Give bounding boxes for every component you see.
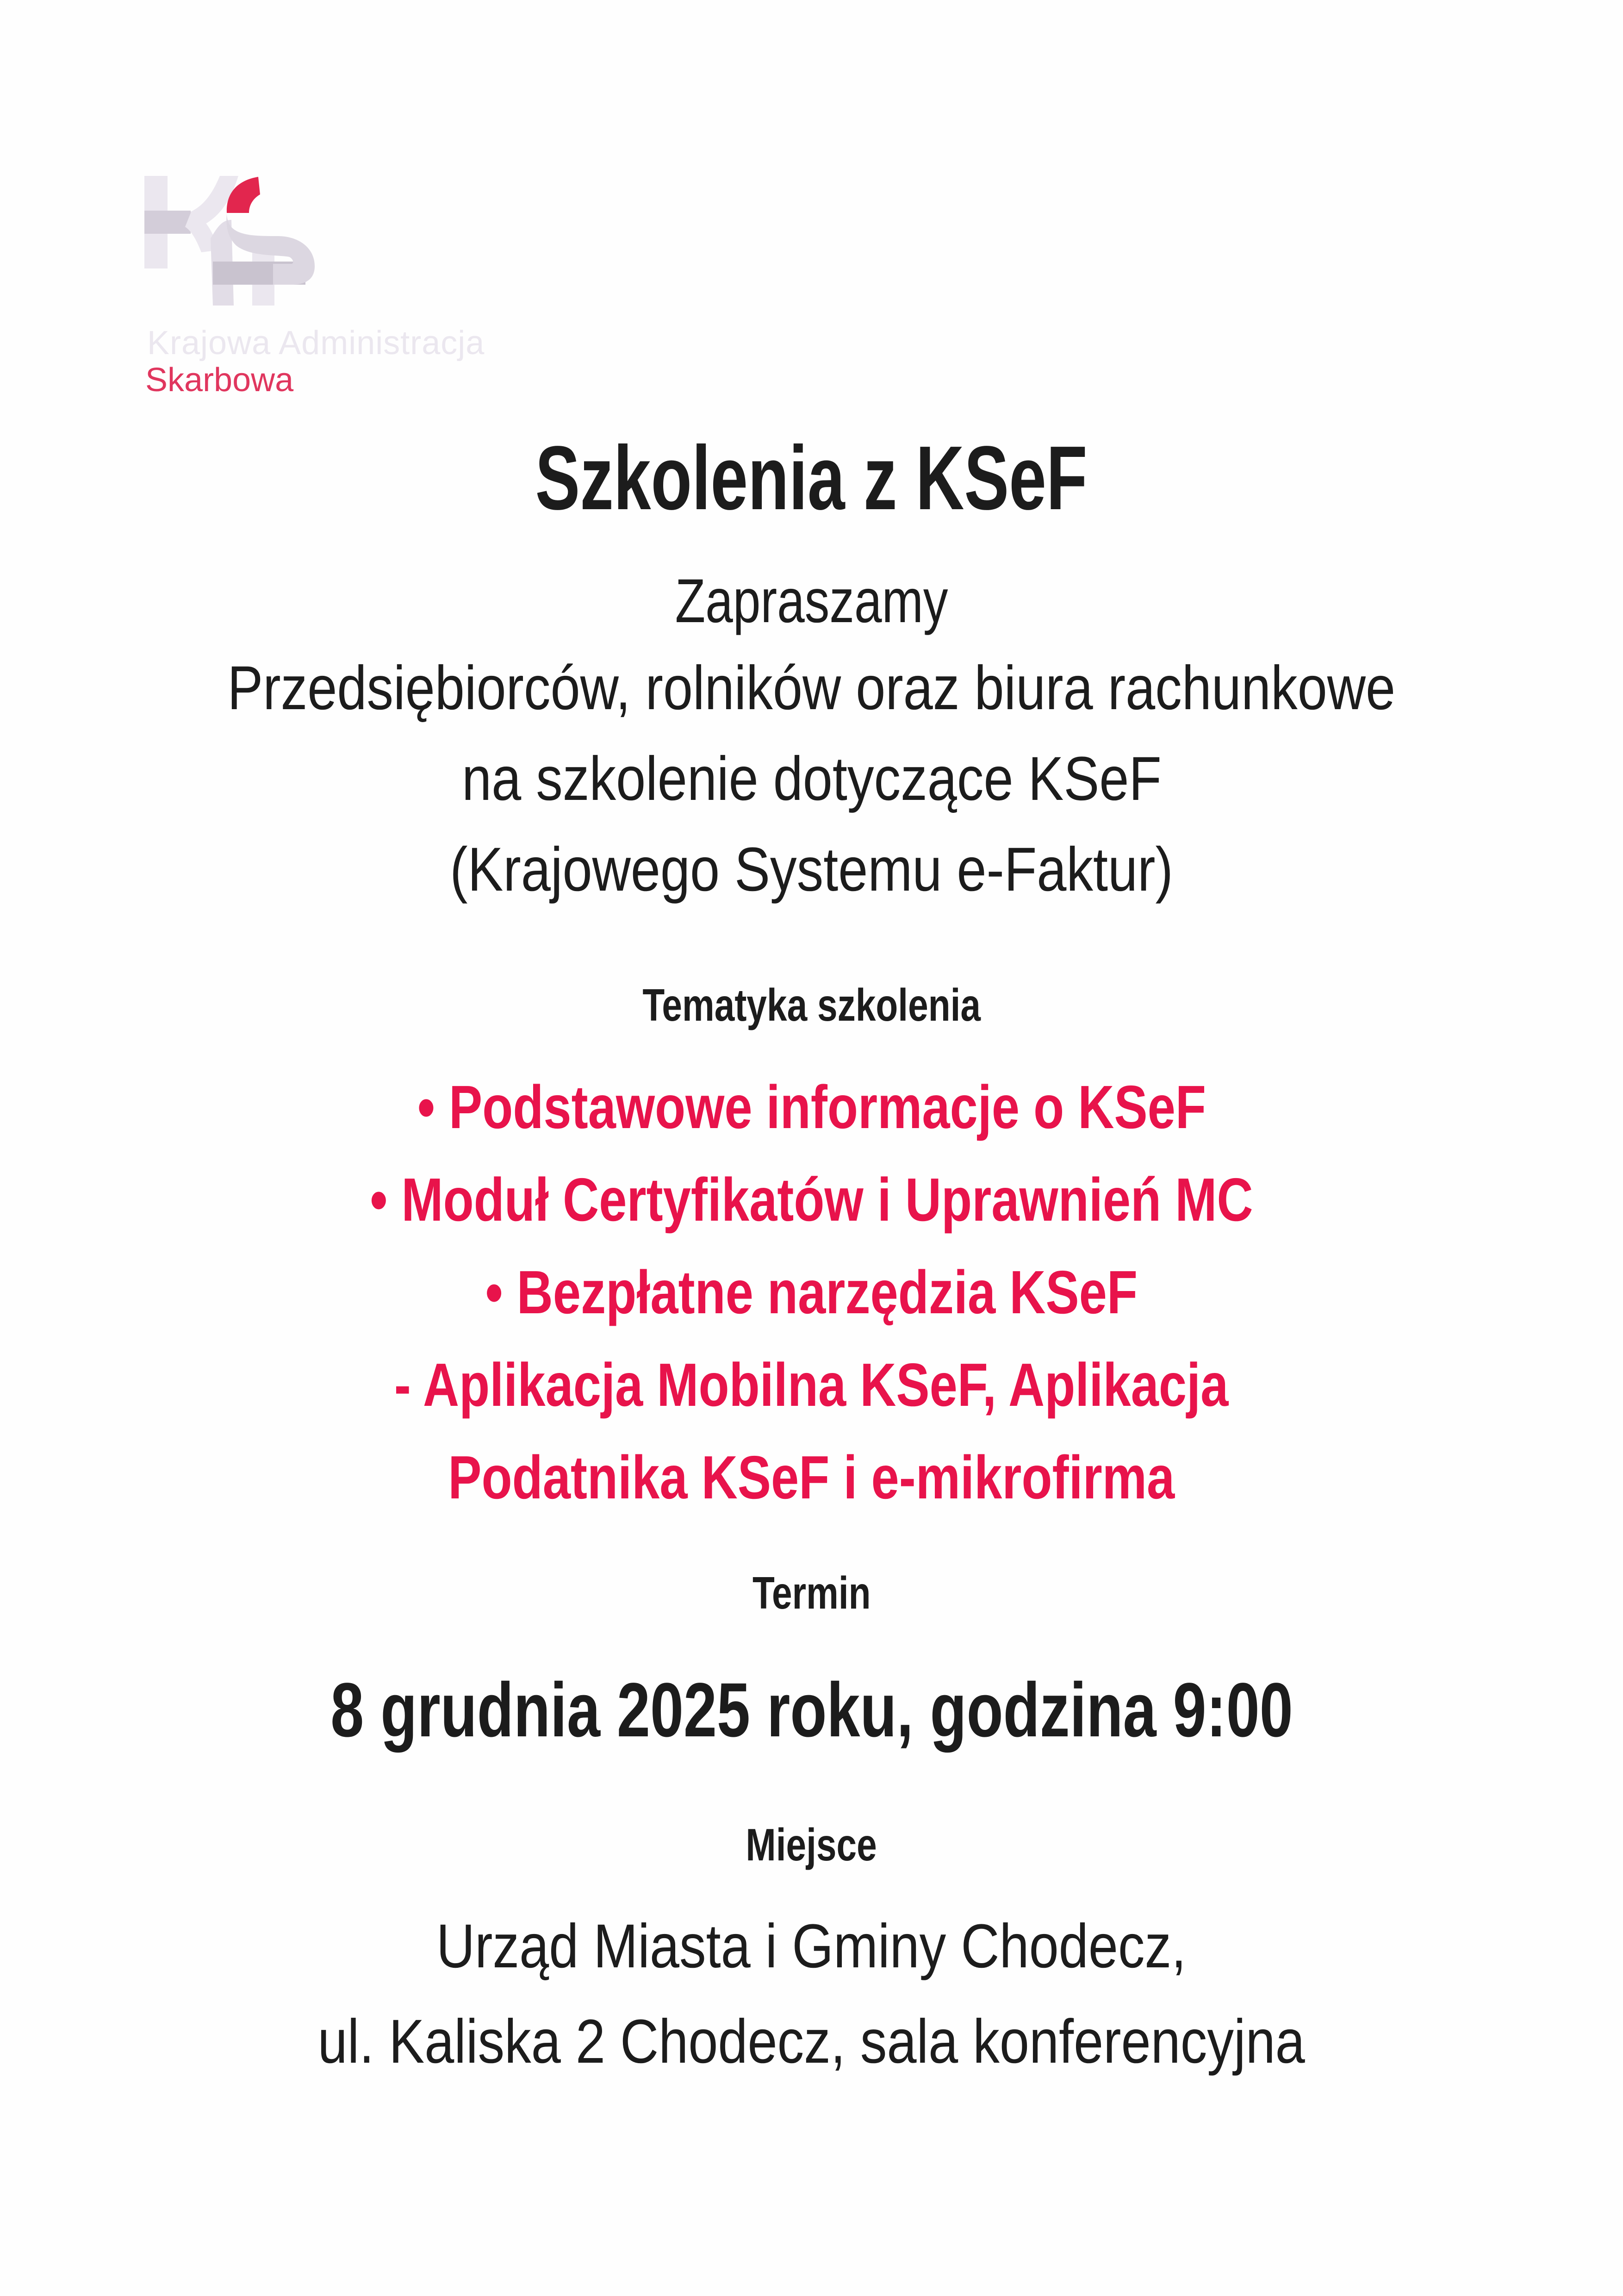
place-line-2 bbox=[0, 2007, 1623, 2076]
page-title bbox=[0, 427, 1623, 529]
place-heading-text: Miejsce bbox=[746, 1819, 877, 1870]
topic-item bbox=[0, 1073, 1623, 1141]
topic-subitem-text: - Aplikacja Mobilna KSeF, Aplikacja bbox=[394, 1351, 1229, 1419]
topic-subitem bbox=[0, 1351, 1623, 1419]
intro-text-3: (Krajowego Systemu e-Faktur) bbox=[450, 835, 1173, 904]
kas-logo bbox=[139, 167, 574, 407]
intro-text-1: Przedsiębiorców, rolników oraz biura rachunkowe bbox=[227, 654, 1396, 723]
topic-item-text: • Podstawowe informacje o KSeF bbox=[417, 1073, 1206, 1141]
place-heading bbox=[0, 1819, 1623, 1870]
topics-heading bbox=[0, 982, 1623, 1028]
intro-line-2 bbox=[0, 744, 1623, 813]
topic-item bbox=[0, 1258, 1623, 1326]
place-line-1 bbox=[0, 1912, 1623, 1981]
intro-text-2: na szkolenie dotyczące KSeF bbox=[461, 744, 1162, 813]
intro-line-1 bbox=[0, 654, 1623, 723]
event-date-text: 8 grudnia 2025 roku, godzina 9:00 bbox=[330, 1667, 1293, 1753]
topics-heading-text: Tematyka szkolenia bbox=[642, 980, 981, 1030]
page-title-text: Szkolenia z KSeF bbox=[535, 427, 1088, 529]
invite-text: Zapraszamy bbox=[675, 567, 948, 636]
place-text-1: Urząd Miasta i Gminy Chodecz, bbox=[436, 1912, 1187, 1981]
topic-item-text: • Bezpłatne narzędzia KSeF bbox=[485, 1258, 1138, 1326]
logo-subtitle-line2: Skarbowa bbox=[145, 362, 294, 399]
topic-subitem-text: Podatnika KSeF i e-mikrofirma bbox=[448, 1443, 1175, 1511]
intro-line-3 bbox=[0, 835, 1623, 904]
date-heading bbox=[0, 1567, 1623, 1618]
topic-item bbox=[0, 1166, 1623, 1234]
date-heading-text: Termin bbox=[752, 1567, 871, 1618]
place-text-2: ul. Kaliska 2 Chodecz, sala konferencyjna bbox=[317, 2007, 1306, 2076]
event-date bbox=[0, 1667, 1623, 1753]
kas-logo-mark-icon bbox=[139, 167, 342, 306]
logo-subtitle-line1: Krajowa Administracja bbox=[147, 324, 485, 362]
topic-subitem-continuation bbox=[0, 1443, 1623, 1511]
topic-item-text: • Moduł Certyfikatów i Uprawnień MC bbox=[370, 1166, 1253, 1234]
invite-line bbox=[0, 567, 1623, 636]
